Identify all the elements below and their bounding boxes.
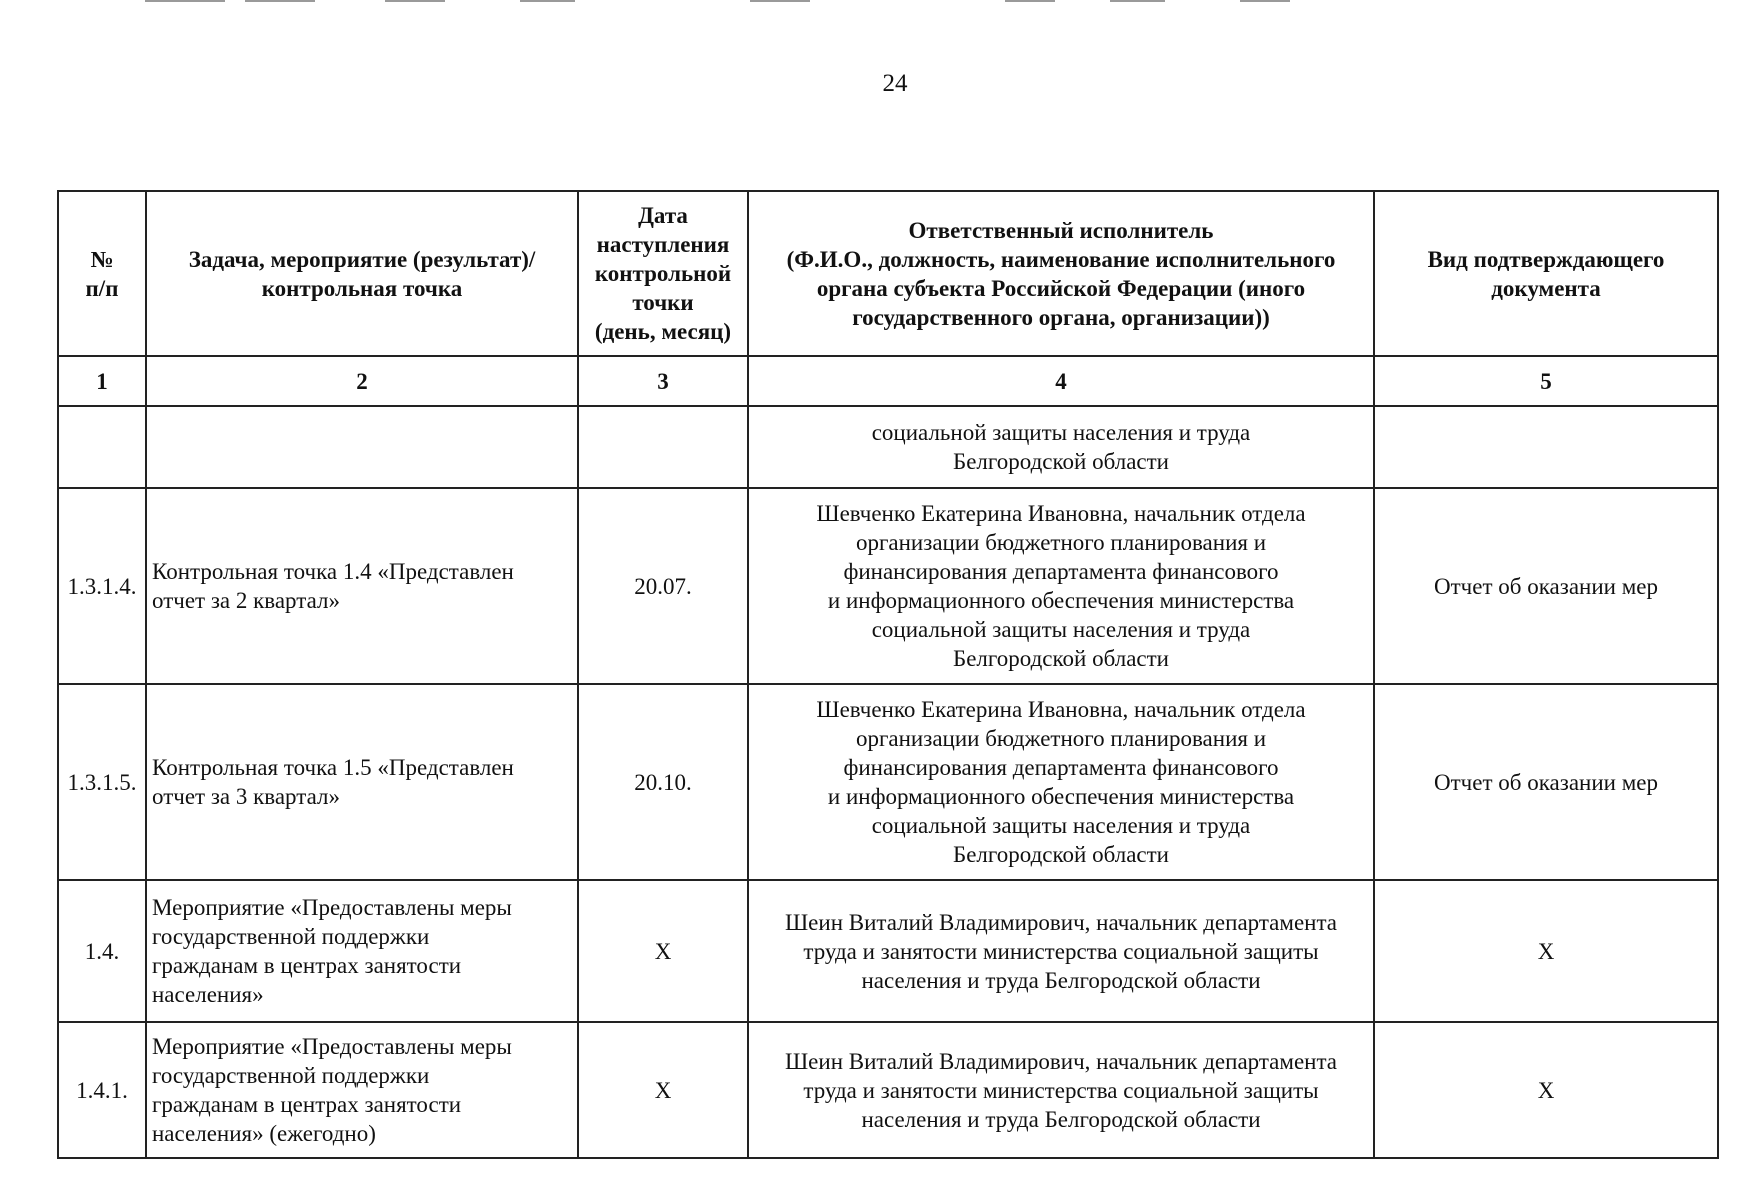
row-number [58, 406, 146, 488]
table-row [58, 684, 1718, 880]
row-document: X [1374, 1022, 1718, 1158]
row-responsible: Шеин Виталий Владимирович, начальник департамента труда и занятости министерства социальной защиты населения и труда Белгородской области [748, 1022, 1374, 1158]
table-row [58, 488, 1718, 684]
column-number: 3 [578, 356, 748, 406]
scan-mark [145, 0, 225, 2]
row-responsible: Шевченко Екатерина Ивановна, начальник отдела организации бюджетного планирования и финансирования департамента финансового и информационного обеспечения министерства социальной защиты населения и труда Белгородской области [748, 684, 1374, 880]
header-cell-number: № п/п [58, 191, 146, 356]
row-task: Контрольная точка 1.4 «Представлен отчет за 2 квартал» [146, 488, 578, 684]
scan-mark [1240, 0, 1290, 2]
column-number: 1 [58, 356, 146, 406]
header-row [58, 191, 1718, 356]
row-date: X [578, 1022, 748, 1158]
column-number: 2 [146, 356, 578, 406]
scan-mark [520, 0, 575, 2]
row-date: 20.07. [578, 488, 748, 684]
column-number: 5 [1374, 356, 1718, 406]
column-number-row [58, 356, 1718, 406]
scan-mark [1005, 0, 1055, 2]
row-number: 1.4.1. [58, 1022, 146, 1158]
row-task [146, 406, 578, 488]
row-number: 1.3.1.5. [58, 684, 146, 880]
row-task: Мероприятие «Предоставлены меры государственной поддержки гражданам в центрах занятости населения» (ежегодно) [146, 1022, 578, 1158]
row-responsible: Шевченко Екатерина Ивановна, начальник отдела организации бюджетного планирования и финансирования департамента финансового и информационного обеспечения министерства социальной защиты населения и труда Белгородской области [748, 488, 1374, 684]
row-number: 1.4. [58, 880, 146, 1022]
row-responsible: Шеин Виталий Владимирович, начальник департамента труда и занятости министерства социальной защиты населения и труда Белгородской области [748, 880, 1374, 1022]
row-date: X [578, 880, 748, 1022]
table-row [58, 406, 1718, 488]
column-number: 4 [748, 356, 1374, 406]
row-number: 1.3.1.4. [58, 488, 146, 684]
header-cell-date: Дата наступления контрольной точки (день, месяц) [578, 191, 748, 356]
row-document: X [1374, 880, 1718, 1022]
header-cell-task: Задача, мероприятие (результат)/ контрольная точка [146, 191, 578, 356]
table-row [58, 1022, 1718, 1158]
plan-table [57, 190, 1719, 1159]
row-task: Мероприятие «Предоставлены меры государственной поддержки гражданам в центрах занятости населения» [146, 880, 578, 1022]
row-document: Отчет об оказании мер [1374, 488, 1718, 684]
row-task: Контрольная точка 1.5 «Представлен отчет за 3 квартал» [146, 684, 578, 880]
header-cell-document: Вид подтверждающего документа [1374, 191, 1718, 356]
page-number: 24 [882, 70, 908, 97]
row-responsible: социальной защиты населения и труда Белгородской области [748, 406, 1374, 488]
row-document: Отчет об оказании мер [1374, 684, 1718, 880]
header-cell-responsible: Ответственный исполнитель (Ф.И.О., должность, наименование исполнительного органа субъекта Российской Федерации (иного государственного органа, организации)) [748, 191, 1374, 356]
row-date: 20.10. [578, 684, 748, 880]
scan-mark [1110, 0, 1165, 2]
row-date [578, 406, 748, 488]
table-row [58, 880, 1718, 1022]
scan-mark [385, 0, 445, 2]
row-document [1374, 406, 1718, 488]
scan-mark [245, 0, 315, 2]
scan-mark [750, 0, 810, 2]
